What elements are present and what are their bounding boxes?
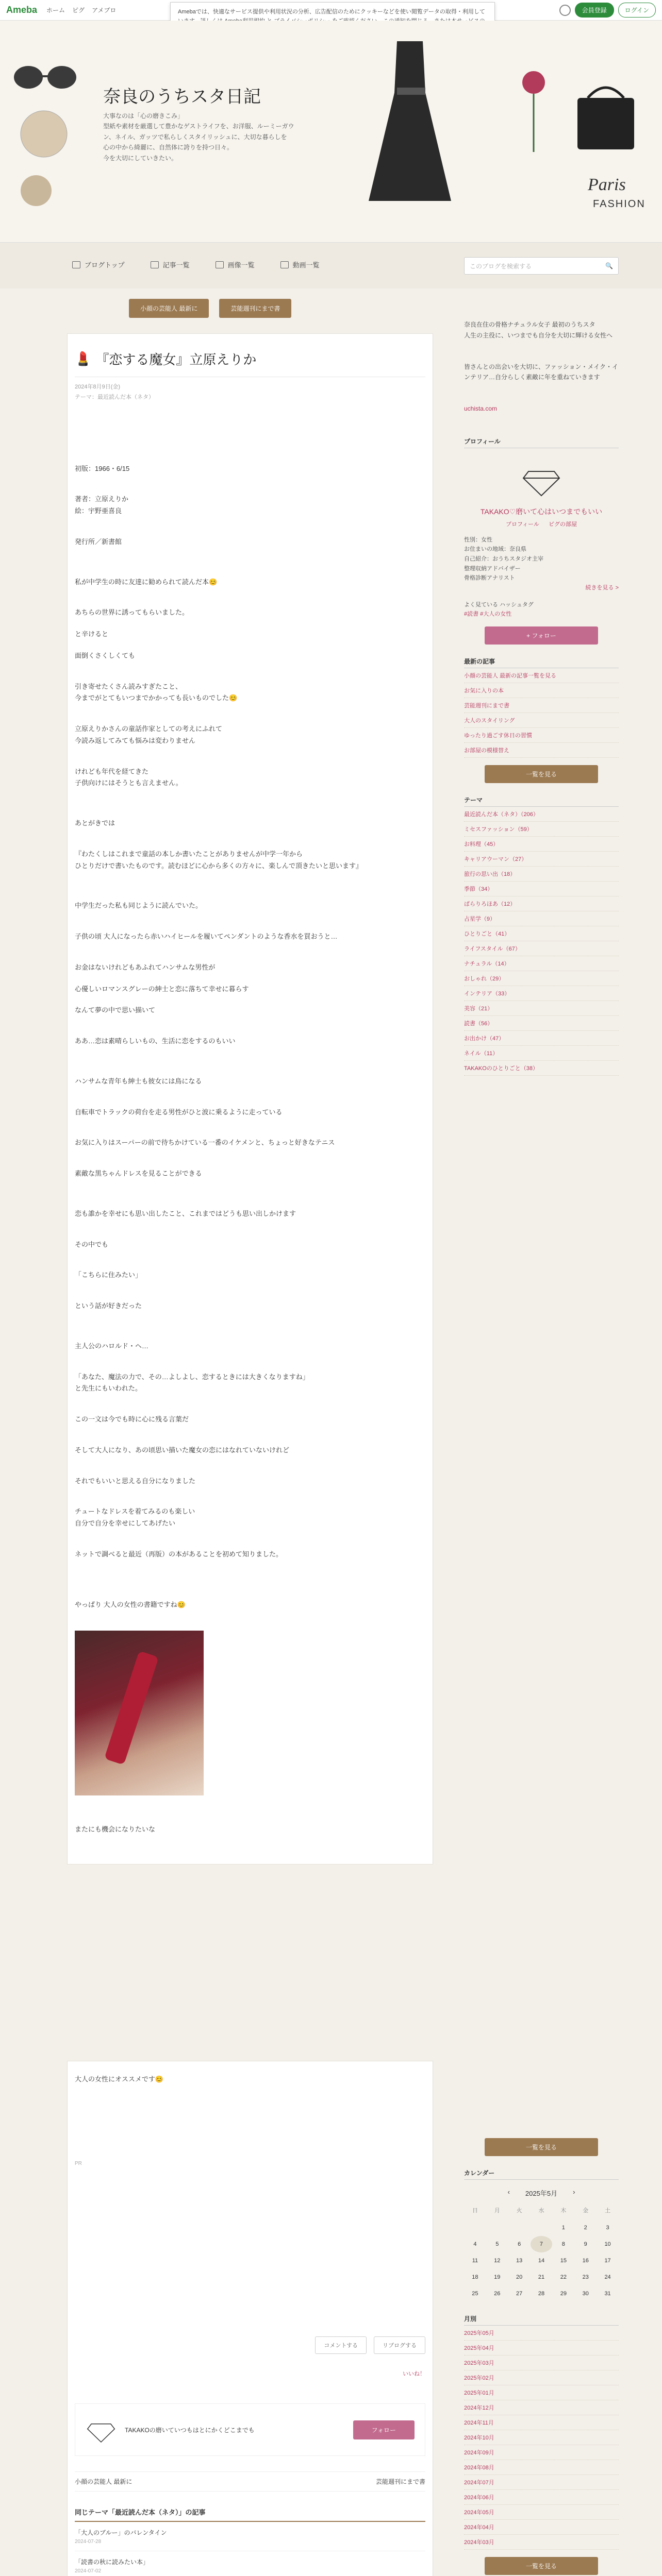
- article-paragraph: この一文は今でも時に心に残る言葉だ: [75, 1415, 189, 1423]
- theme-item[interactable]: ナチュラル（14）: [464, 956, 619, 971]
- recent-more-button[interactable]: 一覧を見る: [485, 765, 598, 783]
- recent-item[interactable]: ゆったり過ごす休日の習慣: [464, 728, 619, 743]
- archive-item[interactable]: 2024年11月: [464, 2415, 619, 2430]
- article-paragraph: またにも機会になりたいな: [75, 1825, 156, 1834]
- recent-item[interactable]: 大人のスタイリング: [464, 713, 619, 728]
- calendar-day[interactable]: 21: [538, 2274, 545, 2280]
- calendar-next-icon[interactable]: ›: [573, 2188, 575, 2196]
- calendar-day[interactable]: 30: [582, 2291, 589, 2297]
- calendar-day: [486, 2219, 508, 2236]
- calendar-day[interactable]: 3: [606, 2225, 609, 2231]
- archive-item[interactable]: 2024年10月: [464, 2430, 619, 2445]
- article-paragraph: 『わたくしはこれまで童話の本しか書いたことがありませんが中学一年から ひとりだけで書いたものです。読むほどに心から多くの方々に、楽しんで頂きたいと思います』: [75, 850, 362, 870]
- profile-detail: 性別：女性 お住まいの地域：奈良県 自己紹介：おうちスタジオ主宰 整理収納アドバイザー 骨格診断アナリスト: [464, 536, 543, 582]
- calendar-day[interactable]: 10: [604, 2241, 611, 2247]
- article-paragraph: あとがきでは: [75, 819, 115, 827]
- archive-item[interactable]: 2024年04月: [464, 2520, 619, 2535]
- dress-illustration-icon: [361, 31, 459, 222]
- recent-item[interactable]: 小顔の芸能人 最新の記事一覧を見る: [464, 668, 619, 683]
- article-paragraph: ネットで調べると最近（再版）の本があることを初めて知りました。: [75, 1550, 283, 1558]
- theme-item[interactable]: 季節（34）: [464, 882, 619, 896]
- calendar-weekday: 日: [472, 2208, 478, 2214]
- article-paragraph: 「こちらに住みたい」: [75, 1271, 142, 1279]
- calendar-day[interactable]: 8: [561, 2241, 565, 2247]
- recent-item[interactable]: 芸能週刊にまで書: [464, 698, 619, 713]
- archive-item[interactable]: 2024年05月: [464, 2505, 619, 2520]
- archive-list: [464, 2326, 619, 2550]
- calendar-day[interactable]: 15: [560, 2258, 567, 2264]
- theme-item[interactable]: ネイル（11）: [464, 1046, 619, 1061]
- calendar-day[interactable]: 17: [604, 2258, 611, 2264]
- theme-item[interactable]: おしゃれ（29）: [464, 971, 619, 986]
- article-paragraph: 子供の頃 大人になったら赤いハイヒールを履いてペンダントのような香水を買おうと…: [75, 933, 338, 941]
- nav-article-list-label: 記事一覧: [162, 261, 190, 269]
- comment-actions: [75, 2336, 425, 2354]
- theme-list: [464, 807, 619, 1076]
- article-pager: [75, 2471, 425, 2492]
- article-paragraph: 私が中学生の時に友達に勧められて読んだ本😊: [75, 578, 218, 586]
- archive-item[interactable]: 2025年04月: [464, 2341, 619, 2355]
- article-meta: [75, 382, 425, 403]
- calendar-heading: カレンダー: [464, 2168, 619, 2180]
- calendar: [464, 2185, 619, 2302]
- article-paragraph: という話が好きだった: [75, 1302, 142, 1310]
- article-paragraph: 中学生だった私も同じように読んでいた。: [75, 902, 203, 910]
- calendar-weekday: 火: [516, 2208, 522, 2214]
- same-theme-date: 2024-07-02: [75, 2568, 102, 2574]
- article-paragraph: ハンサムな青年も紳士も彼女には鳥になる: [75, 1077, 202, 1085]
- archive-item[interactable]: 2025年01月: [464, 2385, 619, 2400]
- hashtag-label: よく見ている ハッシュタグ: [464, 601, 534, 608]
- article-paragraph: なんて夢の中で思い描いて: [75, 1006, 156, 1014]
- calendar-day[interactable]: 4: [473, 2241, 477, 2247]
- theme-item[interactable]: ミセスファッション（59）: [464, 822, 619, 837]
- profile-heading: プロフィール: [464, 437, 619, 448]
- archive-item[interactable]: 2024年09月: [464, 2445, 619, 2460]
- calendar-day[interactable]: 7: [531, 2236, 553, 2252]
- article-paragraph: けれども年代を経てきた 子供向けにはそうとも言えません。: [75, 767, 183, 787]
- article-paragraph: ああ…恋は素晴らしいもの、生活に恋をするのもいい: [75, 1037, 236, 1045]
- article-paragraph: 主人公のハロルド・ヘ…: [75, 1342, 149, 1350]
- recent-item[interactable]: お気に入りの本: [464, 683, 619, 698]
- pager-top: [129, 299, 433, 318]
- profile-more-link[interactable]: 続きを見る >: [585, 584, 619, 591]
- top-nav-pigg[interactable]: ピグ: [72, 7, 85, 14]
- calendar-day[interactable]: 11: [472, 2258, 478, 2264]
- article-paragraph: チュートなドレスを着てみるのも楽しい 自分で自分を幸せにしてあげたい: [75, 1507, 195, 1528]
- calendar-day[interactable]: 5: [495, 2241, 499, 2247]
- comment-button[interactable]: コメントする: [315, 2336, 367, 2354]
- article-title-text[interactable]: 『恋する魔女』立原えりか: [95, 352, 257, 367]
- theme-item[interactable]: ぱらりろほあ（12）: [464, 896, 619, 911]
- calendar-day[interactable]: 6: [518, 2241, 521, 2247]
- archive-heading: 月別: [464, 2314, 619, 2326]
- diamond-icon: [86, 2414, 117, 2445]
- top-right-actions: [559, 3, 656, 18]
- calendar-day: [508, 2219, 531, 2236]
- like-button[interactable]: いいね！: [403, 2371, 425, 2377]
- nav-image-list[interactable]: [216, 260, 255, 269]
- login-button[interactable]: ログイン: [618, 3, 656, 18]
- same-theme-title: 「大人のブルー」のバレンタイン: [75, 2529, 167, 2536]
- article-paragraph: それでもいいと思える自分になりました: [75, 1477, 196, 1485]
- article-paragraph: その中でも: [75, 1240, 109, 1248]
- archive-item[interactable]: 2025年02月: [464, 2370, 619, 2385]
- lipstick-icon: 💄: [75, 351, 92, 366]
- calendar-weekday: 土: [605, 2208, 611, 2214]
- calendar-day[interactable]: 12: [494, 2258, 501, 2264]
- rose-icon: [516, 67, 552, 155]
- archive-more-button[interactable]: 一覧を見る: [485, 2557, 598, 2575]
- article-paragraph: 著者：立原えりか 絵：宇野亜喜良: [75, 495, 129, 515]
- archive-item[interactable]: 2025年03月: [464, 2355, 619, 2370]
- top-nav-home[interactable]: ホーム: [46, 7, 65, 14]
- recent-list: [464, 668, 619, 758]
- same-theme-date: 2024-07-28: [75, 2539, 102, 2545]
- article-paragraph: 面倒くさくしくても: [75, 651, 136, 659]
- article-paragraph: お金はないけれどもあふれてハンサムな男性が: [75, 963, 216, 971]
- theme-item[interactable]: ライフスタイル（67）: [464, 941, 619, 956]
- search-icon[interactable]: 🔍: [605, 262, 613, 269]
- calendar-day[interactable]: 16: [582, 2258, 589, 2264]
- article-paragraph: やっぱり 大人の女性の書籍ですね😊: [75, 1600, 186, 1608]
- recent-item[interactable]: お部屋の模様替え: [464, 743, 619, 758]
- calendar-day[interactable]: 20: [516, 2274, 523, 2280]
- calendar-day[interactable]: 18: [472, 2274, 478, 2280]
- archive-item[interactable]: 2024年07月: [464, 2475, 619, 2490]
- ameba-logo[interactable]: Ameba: [6, 5, 38, 15]
- cookie-text: Amebaでは、快適なサービス提供や利用状況の分析、広告配信のためにクッキーなどを使い閲覧データの取得・利用して: [178, 9, 485, 15]
- home-icon: [72, 261, 80, 268]
- lower-sidebar: [464, 2061, 619, 2576]
- calendar-day[interactable]: 31: [604, 2291, 611, 2297]
- calendar-day[interactable]: 26: [494, 2291, 501, 2297]
- recent-heading: 最新の記事: [464, 657, 619, 668]
- theme-item[interactable]: 読書（56）: [464, 1016, 619, 1031]
- article-paragraph: 恋も誰かを幸せにも思い出したこと、これまではどうも思い出しかけます: [75, 1209, 296, 1217]
- article-paragraph: 発行所／新書館: [75, 537, 122, 546]
- article-paragraph: 心優しいロマンスグレーの紳士と恋に落ちて幸せに暮らす: [75, 985, 249, 993]
- pr-label: PR: [75, 2161, 82, 2166]
- calendar-day: [531, 2219, 553, 2236]
- lower-main-column: [67, 2061, 433, 2576]
- calendar-day[interactable]: 22: [560, 2274, 567, 2280]
- reblog-button[interactable]: リブログする: [374, 2336, 425, 2354]
- video-icon: [280, 261, 289, 268]
- article-paragraph: と辛けると: [75, 630, 109, 638]
- theme-item[interactable]: TAKAKOのひとりごと（38）: [464, 1061, 619, 1076]
- calendar-day[interactable]: 29: [560, 2291, 567, 2297]
- archive-item[interactable]: 2024年03月: [464, 2535, 619, 2550]
- article-title: [75, 349, 425, 377]
- same-theme-item[interactable]: [75, 2522, 425, 2551]
- site-link[interactable]: uchista.com: [464, 404, 498, 412]
- calendar-day[interactable]: 14: [538, 2258, 545, 2264]
- archive-item[interactable]: 2025年05月: [464, 2326, 619, 2341]
- theme-item[interactable]: 最近読んだ本（ネタ）（206）: [464, 807, 619, 822]
- article-paragraph: そして大人になり、あの頃思い描いた魔女の恋にはなれていないけれど: [75, 1446, 290, 1454]
- blog-title[interactable]: 奈良のうちスタ日記: [103, 88, 261, 107]
- theme-item[interactable]: お料理（45）: [464, 837, 619, 852]
- next-article-link[interactable]: 芸能週刊にまで書: [375, 2478, 425, 2485]
- pigg-room-link[interactable]: ピグの部屋: [548, 521, 577, 528]
- same-theme-heading: 同じテーマ「最近読んだ本（ネタ）」の記事: [75, 2507, 425, 2522]
- prev-article-button[interactable]: 小顔の芸能人 最新に: [129, 299, 209, 318]
- calendar-day[interactable]: 27: [516, 2291, 523, 2297]
- intro-text: 奈良在住の骨格ナチュラル女子 最初のうちスタ 人生の主役に、いつまでも自分を大切に輝ける女性へ: [464, 321, 613, 339]
- nav-image-list-label: 画像一覧: [227, 261, 255, 269]
- calendar-weekday: 水: [538, 2208, 544, 2214]
- closing-line: 大人の女性にオススメです😊: [75, 2075, 164, 2083]
- article-paragraph: 素敵な黒ちゃんドレスを見ることができる: [75, 1170, 202, 1178]
- nav-article-list[interactable]: [151, 260, 190, 269]
- article-paragraph: 立原えりかさんの童話作家としての考えにふれて 今読み返してみても悩みは変わりません: [75, 725, 223, 744]
- same-theme-item[interactable]: [75, 2551, 425, 2576]
- blog-description: 大事なのは「心の磨きこみ」 型紙や素材を厳選して豊かなゲストライフを、お洋服、ルーミーガウン、ネイル、ガッツで私らしくスタイリッシュに、大切な暮らしを 心の中から綺麗に、自然体に誇りを持つ日々。 今を大切にしていきたい。: [103, 112, 294, 162]
- calendar-prev-icon[interactable]: ‹: [507, 2188, 510, 2196]
- next-article-button[interactable]: 芸能週刊にまで書: [219, 299, 291, 318]
- calendar-day: [464, 2219, 486, 2236]
- calendar-weekday: 木: [560, 2208, 567, 2214]
- top-nav: [46, 6, 116, 14]
- archive-item[interactable]: 2024年06月: [464, 2490, 619, 2505]
- main-column: [67, 294, 433, 1865]
- calendar-weekday: 金: [583, 2208, 589, 2214]
- signup-button[interactable]: 会員登録: [575, 3, 614, 18]
- article-paragraph: 「あなた、魔法の力で、その…よしよし、恋するときには大きくなりますね」 と先生にもいわれた。: [75, 1372, 309, 1393]
- theme-item[interactable]: ひとりごと（41）: [464, 926, 619, 941]
- calendar-day[interactable]: 1: [561, 2225, 565, 2231]
- theme-item[interactable]: キャリアウーマン（27）: [464, 852, 619, 867]
- calendar-grid: [464, 2201, 619, 2302]
- theme-item[interactable]: 美容（21）: [464, 1001, 619, 1016]
- article: [67, 333, 433, 1865]
- nav-video-list[interactable]: [280, 260, 320, 269]
- follow-button[interactable]: フォロー: [353, 2420, 415, 2439]
- hashtags[interactable]: #読書 #大人の女性: [464, 611, 512, 618]
- calendar-day[interactable]: 9: [584, 2241, 587, 2247]
- theme-item[interactable]: インテリア（33）: [464, 986, 619, 1001]
- article-date: 2024年8月9日(金): [75, 384, 121, 390]
- article-paragraph: お気に入りはスーパーの前で待ちかけている一番のイケメンと、ちょっと好きなテニス: [75, 1139, 335, 1147]
- calendar-day[interactable]: 13: [516, 2258, 523, 2264]
- nav-video-list-label: 動画一覧: [292, 261, 320, 269]
- theme-item[interactable]: 占星学（9）: [464, 911, 619, 926]
- archive-item[interactable]: 2024年08月: [464, 2460, 619, 2475]
- brand-logo: Paris: [588, 175, 626, 194]
- profile-card: [464, 453, 619, 528]
- theme-item[interactable]: お出かけ（47）: [464, 1031, 619, 1046]
- side-follow-button[interactable]: + フォロー: [485, 626, 598, 645]
- brand-sub: FASHION: [593, 198, 646, 210]
- profile-name[interactable]: TAKAKO♡磨いて心はいつまでもいい: [480, 507, 603, 516]
- calendar-day[interactable]: 25: [472, 2291, 478, 2297]
- list-icon: [151, 261, 159, 268]
- intro-text-2: 皆さんとの出会いを大切に、ファッション・メイク・インテリア…自分らしく素敵に年を重ねていきます: [464, 363, 619, 381]
- calendar-month: 2025年5月: [525, 2190, 558, 2197]
- image-icon: [216, 261, 224, 268]
- diamond-icon: [521, 459, 562, 500]
- calendar-day[interactable]: 28: [538, 2291, 545, 2297]
- calendar-weekday: 月: [494, 2208, 500, 2214]
- profile-link[interactable]: プロフィール: [506, 521, 539, 528]
- lipstick-photo[interactable]: [75, 1631, 204, 1795]
- handbag-icon: [572, 77, 639, 155]
- article-paragraph: 引き寄せたくさん読みすぎたこと、 今までがとてもいつまでかかっても長いものでした😊: [75, 682, 238, 702]
- theme-more-button[interactable]: 一覧を見る: [485, 2138, 598, 2156]
- blog-nav: [0, 242, 662, 289]
- sidebar: [464, 294, 619, 1076]
- article-body: [75, 444, 425, 1844]
- theme-item[interactable]: 旅行の思い出（18）: [464, 867, 619, 882]
- sidebar-intro: [464, 309, 619, 425]
- calendar-day[interactable]: 19: [494, 2274, 501, 2280]
- article-theme[interactable]: テーマ：最近読んだ本（ネタ）: [75, 394, 154, 400]
- calendar-day[interactable]: 2: [584, 2225, 587, 2231]
- top-nav-ameblo[interactable]: アメブロ: [92, 7, 117, 14]
- same-theme-title: 「読書の秋に読みたい本」: [75, 2558, 150, 2566]
- nav-blog-top[interactable]: [72, 260, 125, 269]
- article-footer: [67, 2061, 433, 2576]
- article-paragraph: 初版：1966・6/15: [75, 464, 130, 472]
- blog-search-input[interactable]: [464, 257, 619, 275]
- archive-item[interactable]: 2024年12月: [464, 2400, 619, 2415]
- nav-blog-top-label: ブログトップ: [85, 261, 125, 269]
- blog-header: [0, 21, 662, 242]
- search-placeholder: このブログを検索する: [470, 262, 532, 270]
- follow-card-text: TAKAKOの磨いていつもはとにかくどこまでも: [125, 2426, 255, 2434]
- sunglasses-decoration-icon: [5, 31, 93, 227]
- same-theme-list: [75, 2522, 425, 2576]
- theme-heading: テーマ: [464, 795, 619, 807]
- article-paragraph: 自転車でトラックの荷台を走る男性がひと波に乗るように走っている: [75, 1108, 283, 1116]
- follow-card: [75, 2403, 425, 2456]
- calendar-day[interactable]: 23: [582, 2274, 589, 2280]
- notification-icon[interactable]: [559, 5, 571, 16]
- calendar-day[interactable]: 24: [604, 2274, 611, 2280]
- article-paragraph: あちらの世界に誘ってもらいました。: [75, 608, 189, 617]
- prev-article-link[interactable]: 小顔の芸能人 最新に: [75, 2478, 133, 2485]
